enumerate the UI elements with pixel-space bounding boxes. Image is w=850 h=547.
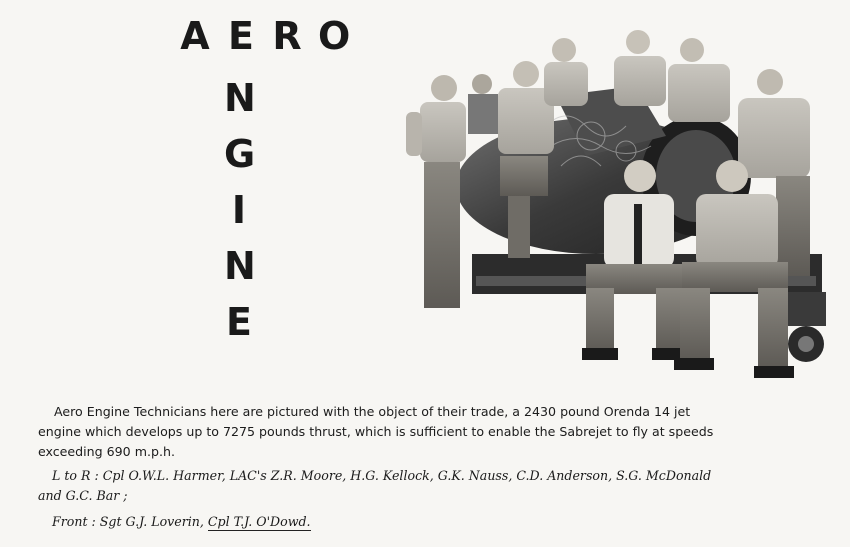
heading-letter: O: [318, 14, 351, 58]
group-photo-with-jet-engine-icon: [376, 26, 832, 388]
front-underlined-name: Cpl T.J. O'Dowd.: [207, 514, 311, 529]
heading-letter: E: [226, 300, 252, 344]
heading-letter: A: [180, 14, 210, 58]
heading-letter: N: [224, 244, 256, 288]
heading-letter: I: [231, 188, 247, 232]
front-prefix: Front : Sgt G.J. Loverin,: [52, 514, 208, 529]
group-photo: [376, 26, 832, 388]
names-left-to-right: [38, 466, 838, 506]
heading-engine-vertical: [224, 76, 254, 344]
heading-letter: E: [228, 14, 254, 58]
caption-line: engine which develops up to 7275 pounds thrust, which is sufficient to enable the Sabrejet to fly at speeds: [38, 424, 714, 439]
heading-letter: R: [272, 14, 302, 58]
caption-line: Aero Engine Technicians here are pictured with the object of their trade, a 2430 pound Orenda 14 jet: [54, 404, 691, 419]
photo-caption: [38, 402, 844, 462]
heading-aero: [180, 14, 351, 58]
heading-letter: G: [224, 132, 256, 176]
front-row-names: [52, 514, 311, 529]
heading-letter: N: [224, 76, 256, 120]
names-line: and G.C. Bar ;: [38, 488, 128, 503]
names-line: L to R : Cpl O.W.L. Harmer, LAC's Z.R. Moore, H.G. Kellock, G.K. Nauss, C.D. Anderson, S.G. McDonald: [52, 468, 712, 483]
caption-line: exceeding 690 m.p.h.: [38, 444, 175, 459]
